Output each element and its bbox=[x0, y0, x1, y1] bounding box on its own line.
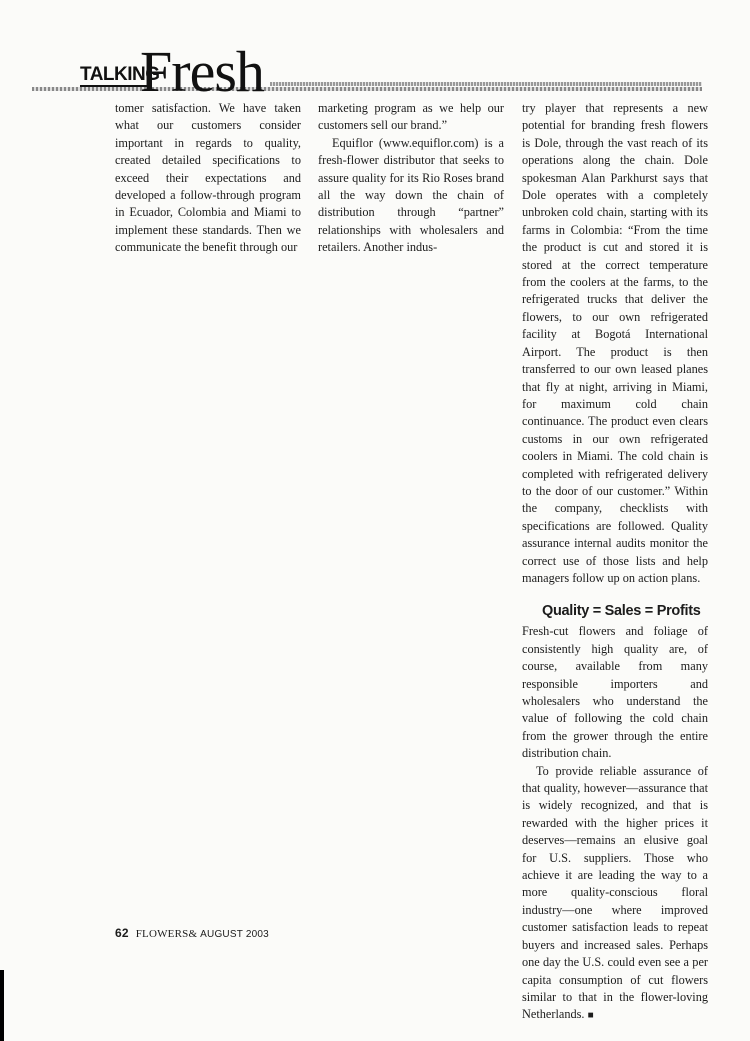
paragraph-last bbox=[522, 763, 708, 1025]
magazine-name: FLOWERS& bbox=[135, 928, 198, 940]
page-footer bbox=[115, 926, 269, 940]
issue-date: AUGUST 2003 bbox=[200, 929, 269, 940]
column-2 bbox=[318, 100, 504, 257]
paragraph: marketing program as we help our customers sell our brand.” bbox=[318, 101, 504, 133]
section-title: Fresh bbox=[140, 39, 264, 104]
column-1 bbox=[115, 100, 301, 257]
section-kicker: TALKING bbox=[80, 64, 160, 85]
paragraph-text: To provide reliable assurance of that quality, however—assurance that is widely recognized, and that is rewarded with the higher prices it deserves—remains an elusive goal for U.S. suppliers. Those who achieve it are leading the way to a more quality-conscious floral industry—one where improved customer satisfaction leads to repeat buyers and increased sales. Perhaps one day the U.S. could even see a per capita consumption of cut flowers similar to that in the flower-loving Netherlands. bbox=[522, 763, 708, 1022]
end-of-article-mark: ■ bbox=[587, 1010, 594, 1022]
paragraph: Fresh-cut flowers and foliage of consistently high quality are, of course, available from many responsible importers and wholesalers who understand the value of following the cold chain from the grower through the entire distribution chain. bbox=[522, 624, 708, 761]
scan-edge-mark bbox=[0, 970, 4, 1041]
paragraph: Equiflor (www.equiflor.com) is a fresh-flower distributor that seeks to assure quality for its Rio Roses brand all the way down the chain of distribution through “partner” relationships with wholesalers and retailers. Another indus- bbox=[318, 135, 504, 255]
subheading: Quality = Sales = Profits bbox=[542, 603, 701, 620]
page-number: 62 bbox=[115, 926, 129, 940]
header-rule-right bbox=[270, 82, 702, 86]
paragraph: tomer satisfaction. We have taken what our customers consider important in regards to quality, created detailed specifications to exceed their expectations and developed a follow-through program in Ecuador, Colombia and Miami to implement these standards. Then we communicate the benefit through our bbox=[115, 101, 301, 255]
section-header bbox=[0, 39, 750, 104]
column-3 bbox=[522, 100, 708, 1025]
paragraph: try player that represents a new potential for branding fresh flowers is Dole, through the vast reach of its operations along the chain. Dole spokesman Alan Parkhurst says that Dole operates with a completely unbroken cold chain, starting with its farms in Colombia: “From the time the product is cut and stored it is stored at the correct temperature from the coolers at the farms, to the refrigerated trucks that deliver the flowers, to our own refrigerated facility at Bogotá International Airport. The product is then transferred to our own leased planes that fly at night, arriving in Miami, for maximum cold chain continuance. The product even clears customs in our own refrigerated coolers in Miami. The cold chain is completed with refrigerated delivery to the door of our customer.” Within the company, checklists with specifications are followed. Quality assurance internal audits monitor the correct use of those lists and help managers follow up on action plans. bbox=[522, 101, 708, 585]
header-rule bbox=[32, 87, 702, 91]
